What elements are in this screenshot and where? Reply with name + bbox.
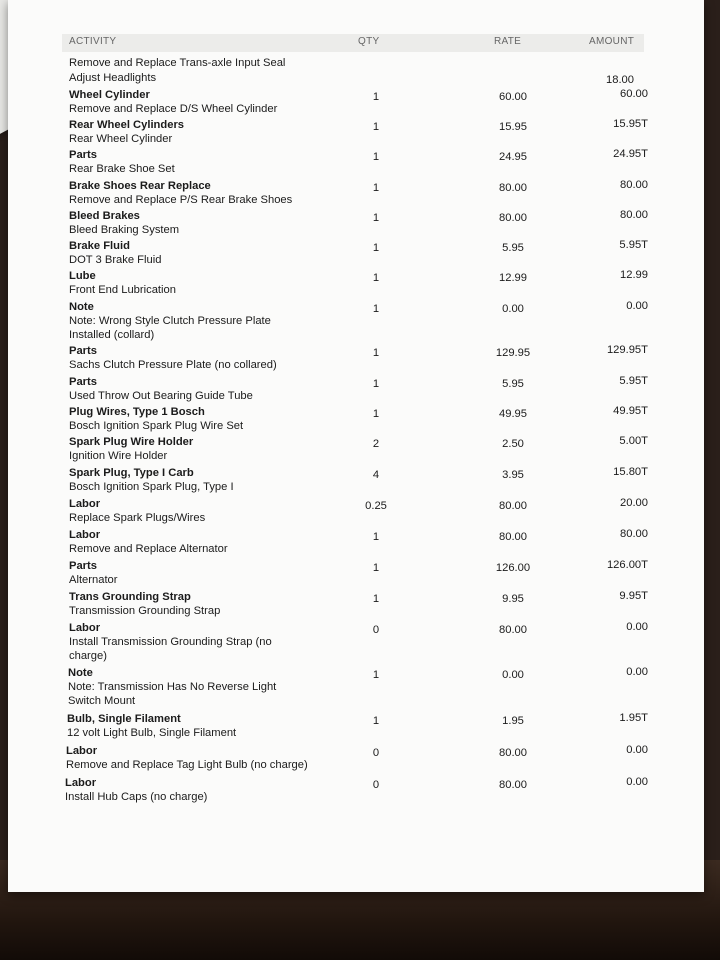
item-qty: 4 <box>372 469 380 481</box>
item-name: Parts <box>69 376 97 388</box>
item-description: Bosch Ignition Spark Plug, Type I <box>69 481 234 493</box>
item-rate: 5.95 <box>502 378 524 390</box>
item-name: Spark Plug Wire Holder <box>69 436 194 448</box>
item-description: Alternator <box>69 574 118 586</box>
item-amount: 80.00 <box>620 179 648 191</box>
item-amount: 12.99 <box>620 269 648 281</box>
item-rate: 15.95 <box>499 121 527 133</box>
item-name: Lube <box>69 270 96 282</box>
item-name: Labor <box>69 529 101 541</box>
item-amount: 80.00 <box>620 209 648 221</box>
item-rate: 49.95 <box>499 408 527 420</box>
item-name: Parts <box>69 560 97 572</box>
item-name: Spark Plug, Type I Carb <box>69 467 194 479</box>
item-amount: 0.00 <box>626 744 648 756</box>
item-qty: 0 <box>372 779 380 791</box>
item-qty: 1 <box>372 378 380 390</box>
item-name: Note <box>69 301 94 313</box>
item-description: Replace Spark Plugs/Wires <box>69 512 206 524</box>
item-amount: 0.00 <box>626 300 648 312</box>
item-rate: 1.95 <box>502 715 524 727</box>
item-description: Note: Transmission Has No Reverse Light <box>68 681 277 693</box>
item-amount: 5.95T <box>619 375 648 387</box>
item-amount: 0.00 <box>626 621 648 633</box>
item-name: Brake Fluid <box>69 240 130 252</box>
item-rate: 0.00 <box>502 303 524 315</box>
item-rate: 80.00 <box>499 182 527 194</box>
item-amount: 80.00 <box>620 528 648 540</box>
item-description: Transmission Grounding Strap <box>69 605 221 617</box>
item-rate: 60.00 <box>499 91 527 103</box>
item-name: Bleed Brakes <box>69 210 140 222</box>
item-rate: 9.95 <box>502 593 524 605</box>
item-rate: 24.95 <box>499 151 527 163</box>
item-rate: 80.00 <box>499 624 527 636</box>
item-rate: 80.00 <box>499 747 527 759</box>
item-rate: 129.95 <box>495 347 531 359</box>
item-rate: 80.00 <box>499 779 527 791</box>
item-rate: 5.95 <box>502 242 524 254</box>
header-qty: QTY <box>358 36 380 47</box>
item-qty: 1 <box>372 212 380 224</box>
item-rate: 3.95 <box>502 469 524 481</box>
item-name: Labor <box>69 498 101 510</box>
item-amount: 15.80T <box>613 466 648 478</box>
item-qty: 1 <box>372 303 380 315</box>
item-name: Bulb, Single Filament <box>67 713 181 725</box>
item-qty: 0.25 <box>365 500 387 512</box>
header-activity: ACTIVITY <box>69 36 117 47</box>
item-name: Parts <box>69 345 97 357</box>
item-amount: 129.95T <box>606 344 648 356</box>
item-description: Installed (collard) <box>69 329 155 341</box>
item-description: Sachs Clutch Pressure Plate (no collared) <box>69 359 277 371</box>
item-name: Rear Wheel Cylinders <box>69 119 185 131</box>
item-description: Rear Wheel Cylinder <box>69 133 173 145</box>
item-amount: 60.00 <box>620 88 648 100</box>
item-description: Remove and Replace P/S Rear Brake Shoes <box>69 194 293 206</box>
item-description: Install Transmission Grounding Strap (no <box>69 636 272 648</box>
item-rate: 80.00 <box>499 212 527 224</box>
item-description: Remove and Replace D/S Wheel Cylinder <box>69 103 278 115</box>
item-description: Install Hub Caps (no charge) <box>65 791 208 803</box>
item-qty: 0 <box>372 624 380 636</box>
intro-line-2: Adjust Headlights <box>69 72 157 84</box>
item-qty: 1 <box>372 151 380 163</box>
item-rate: 80.00 <box>499 531 527 543</box>
item-description: Remove and Replace Tag Light Bulb (no charge) <box>66 759 308 771</box>
header-amount: AMOUNT <box>589 36 635 47</box>
item-qty: 1 <box>372 669 380 681</box>
item-name: Note <box>68 667 93 679</box>
item-qty: 1 <box>372 91 380 103</box>
item-description: charge) <box>69 650 107 662</box>
item-amount: 24.95T <box>613 148 648 160</box>
item-qty: 0 <box>372 747 380 759</box>
item-qty: 1 <box>372 272 380 284</box>
item-name: Plug Wires, Type 1 Bosch <box>69 406 205 418</box>
item-qty: 1 <box>372 593 380 605</box>
item-amount: 0.00 <box>626 666 648 678</box>
item-name: Labor <box>66 745 98 757</box>
item-description: Bleed Braking System <box>69 224 180 236</box>
item-rate: 2.50 <box>502 438 524 450</box>
item-name: Brake Shoes Rear Replace <box>69 180 211 192</box>
item-qty: 2 <box>372 438 380 450</box>
item-description: Remove and Replace Alternator <box>69 543 228 555</box>
item-description: 12 volt Light Bulb, Single Filament <box>67 727 237 739</box>
intro-amount: 18.00 <box>606 74 634 86</box>
item-description: Note: Wrong Style Clutch Pressure Plate <box>69 315 271 327</box>
item-name: Wheel Cylinder <box>69 89 150 101</box>
item-amount: 5.00T <box>619 435 648 447</box>
invoice-page <box>8 0 704 892</box>
item-name: Labor <box>69 622 101 634</box>
item-qty: 1 <box>372 242 380 254</box>
item-rate: 126.00 <box>495 562 531 574</box>
item-qty: 1 <box>372 182 380 194</box>
item-description: Rear Brake Shoe Set <box>69 163 175 175</box>
item-name: Parts <box>69 149 97 161</box>
item-name: Trans Grounding Strap <box>69 591 191 603</box>
item-qty: 1 <box>372 408 380 420</box>
item-qty: 1 <box>372 121 380 133</box>
item-amount: 1.95T <box>619 712 648 724</box>
item-description: Front End Lubrication <box>69 284 176 296</box>
item-amount: 5.95T <box>619 239 648 251</box>
item-qty: 1 <box>372 531 380 543</box>
item-description: Switch Mount <box>68 695 136 707</box>
item-amount: 126.00T <box>606 559 648 571</box>
item-amount: 0.00 <box>626 776 648 788</box>
intro-line-1: Remove and Replace Trans-axle Input Seal <box>69 57 286 69</box>
item-description: Bosch Ignition Spark Plug Wire Set <box>69 420 244 432</box>
line-items <box>8 0 704 892</box>
item-qty: 1 <box>372 715 380 727</box>
header-rate: RATE <box>494 36 522 47</box>
item-qty: 1 <box>372 347 380 359</box>
item-name: Labor <box>65 777 97 789</box>
item-description: DOT 3 Brake Fluid <box>69 254 162 266</box>
item-amount: 20.00 <box>620 497 648 509</box>
item-amount: 49.95T <box>613 405 648 417</box>
item-qty: 1 <box>372 562 380 574</box>
item-description: Used Throw Out Bearing Guide Tube <box>69 390 253 402</box>
item-amount: 9.95T <box>619 590 648 602</box>
item-rate: 80.00 <box>499 500 527 512</box>
item-amount: 15.95T <box>613 118 648 130</box>
item-rate: 0.00 <box>502 669 524 681</box>
item-rate: 12.99 <box>499 272 527 284</box>
item-description: Ignition Wire Holder <box>69 450 168 462</box>
